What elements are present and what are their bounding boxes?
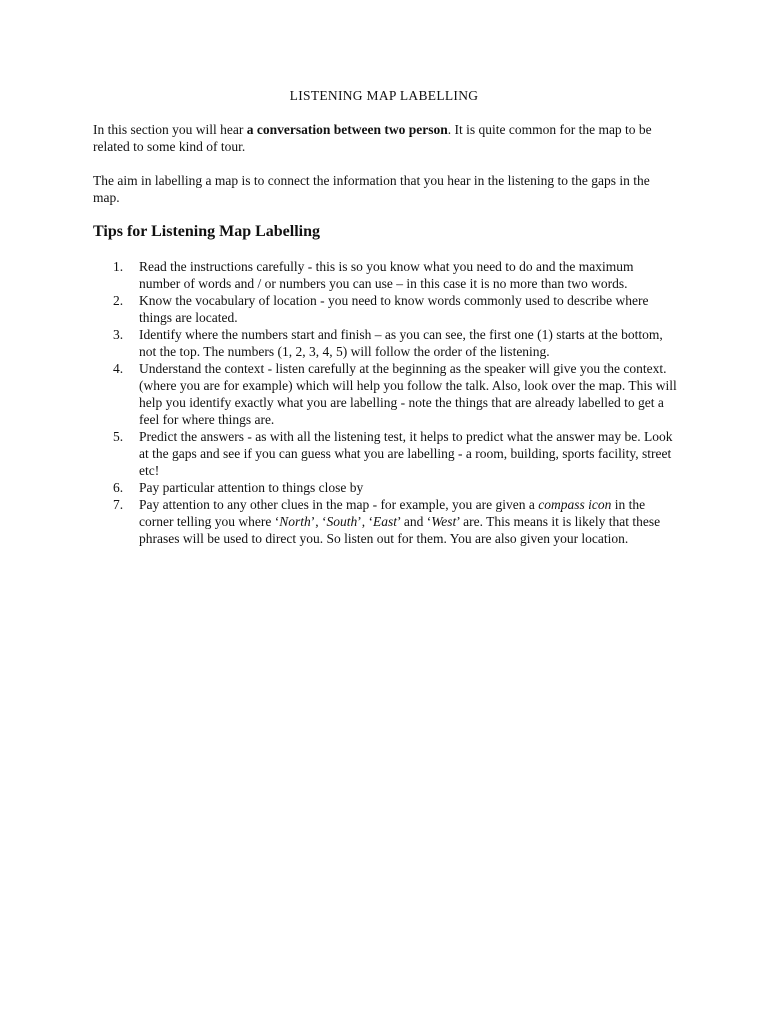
text-run: ’ and ‘	[397, 514, 432, 529]
page-title: LISTENING MAP LABELLING	[289, 88, 479, 103]
list-item	[93, 326, 678, 360]
italic-text: compass icon	[538, 497, 612, 512]
italic-text: East	[372, 514, 397, 529]
list-item	[93, 428, 678, 479]
tips-list	[93, 258, 678, 547]
italic-text: South	[326, 514, 358, 529]
italic-text: North	[279, 514, 311, 529]
list-item-text	[139, 497, 660, 546]
list-number: 3.	[113, 327, 124, 342]
tips-heading: Tips for Listening Map Labelling	[93, 223, 321, 240]
text-run: ’ are. This means it is likely that these phrases will be used to direct you. So listen out for them. You are also given your location.	[139, 514, 661, 546]
list-item-text: Read the instructions carefully - this is so you know what you need to do and the maximum number of words and / or numbers you can use – in this case it is no more than two words.	[139, 259, 634, 291]
intro-bold-text: a conversation between two person	[246, 122, 448, 137]
list-item-text: Predict the answers - as with all the listening test, it helps to predict what the answer may be. Look at the gaps and see if you can guess what you are labelling - a room, building, sports facility, street etc!	[139, 429, 673, 478]
intro-paragraph-1	[93, 121, 678, 155]
list-item-text: Know the vocabulary of location - you need to know words commonly used to describe where things are located.	[139, 293, 649, 325]
text-run: ’, ‘	[310, 514, 327, 529]
text-run: in the corner telling you where ‘	[139, 497, 646, 529]
list-item	[93, 496, 678, 547]
list-number: 7.	[113, 497, 124, 512]
italic-text: West	[431, 514, 457, 529]
list-number: 4.	[113, 361, 124, 376]
list-number: 1.	[113, 259, 124, 274]
list-item-text: Identify where the numbers start and finish – as you can see, the first one (1) starts at the bottom, not the top. The numbers (1, 2, 3, 4, 5) will follow the order of the listening.	[139, 327, 663, 359]
list-item-text: Understand the context - listen carefully at the beginning as the speaker will give you the context. (where you are for example) which will help you follow the talk. Also, look over the map. This will help you identify exactly what you are labelling - note the things that are already labelled to get a feel for where things are.	[139, 361, 677, 427]
list-number: 6.	[113, 480, 124, 495]
intro-text: . It is quite common for the map to be related to some kind of tour.	[93, 122, 652, 154]
intro-paragraph-2: The aim in labelling a map is to connect the information that you hear in the listening to the gaps in the map.	[93, 173, 650, 205]
text-run: ’, ‘	[357, 514, 373, 529]
list-item-text: Pay particular attention to things close by	[139, 480, 364, 495]
intro-text: In this section you will hear	[93, 122, 247, 137]
list-number: 2.	[113, 293, 124, 308]
list-item	[93, 292, 678, 326]
text-run: Pay attention to any other clues in the map - for example, you are given a	[139, 497, 539, 512]
list-item	[93, 360, 678, 428]
list-number: 5.	[113, 429, 124, 444]
list-item	[93, 479, 678, 496]
list-item	[93, 258, 678, 292]
